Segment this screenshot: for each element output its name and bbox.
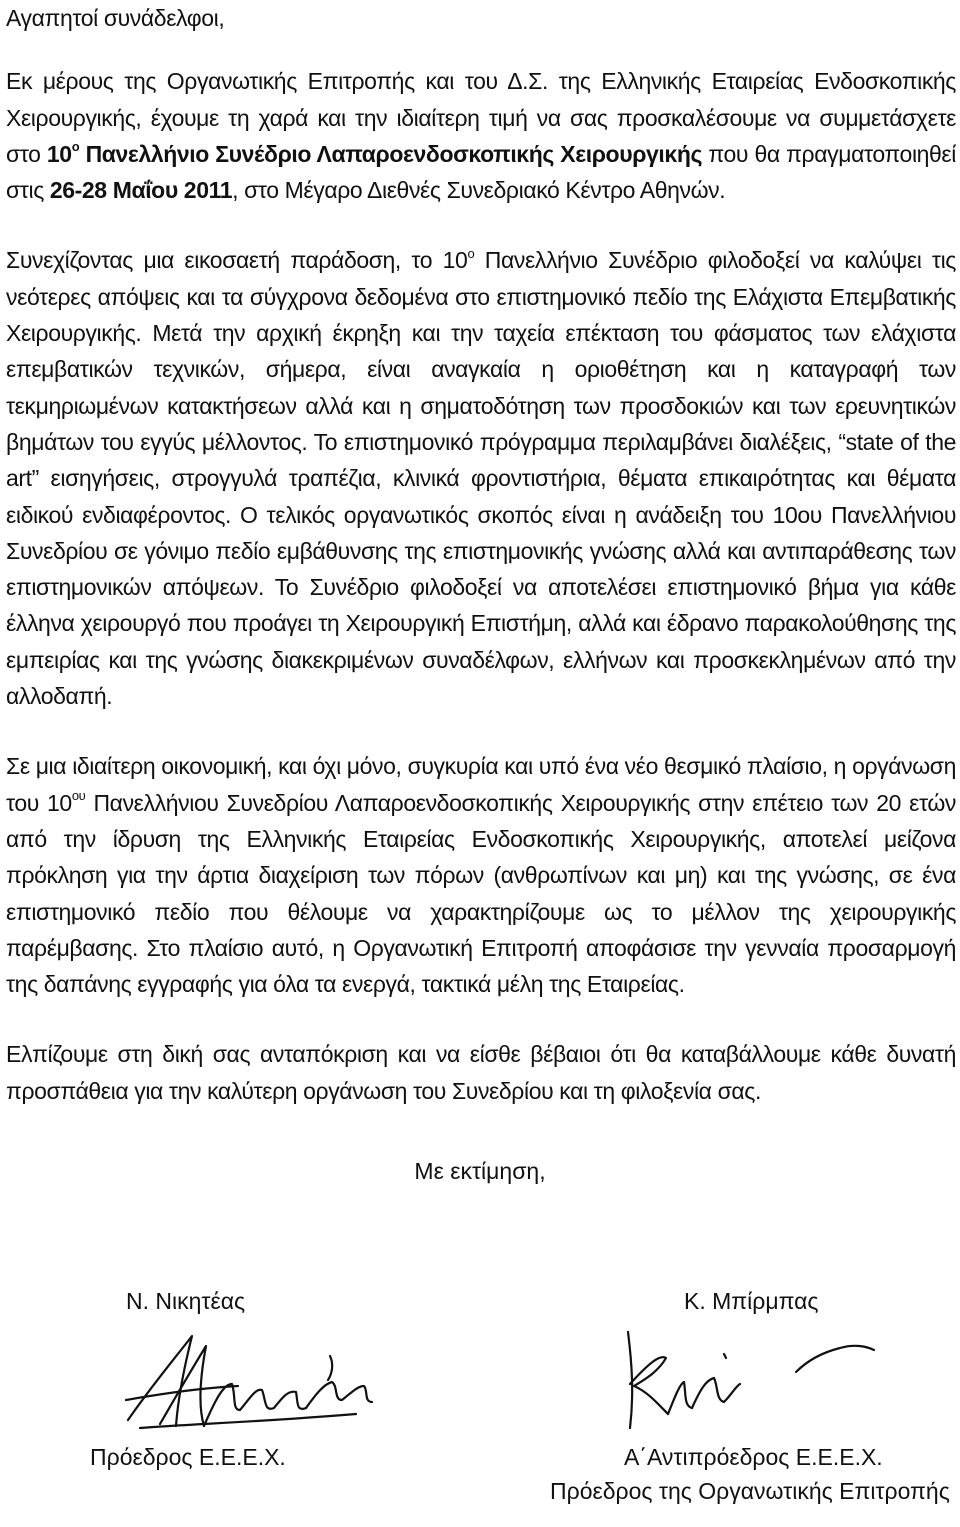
greeting: Αγαπητοί συνάδελφοι, — [6, 5, 225, 31]
handwritten-signature-right — [608, 1324, 888, 1434]
signer-name-right: Κ. Μπίρμπας — [684, 1288, 819, 1314]
ordinal-sup: ο — [71, 139, 80, 155]
handwritten-signature-left — [120, 1328, 390, 1438]
paragraph-tradition — [6, 242, 956, 714]
closing — [0, 1158, 960, 1185]
congress-dates: 26-28 Μαΐου 2011 — [49, 177, 233, 204]
signer-name-left: Ν. Νικητέας — [126, 1288, 246, 1314]
ordinal-sup: ο — [467, 245, 475, 261]
signer-title-right-1: Α΄Αντιπρόεδρος Ε.Ε.Ε.Χ. — [624, 1444, 883, 1470]
p3-text-b: Πανελλήνιου Συνεδρίου Λαπαροενδοσκοπικής Χειρουργικής στην επέτειο των 20 ετών από την ίδρυση της Ελληνικής Εταιρείας Ενδοσκοπικής Χειρουργικής, αποτελεί μείζονα πρόκληση για την άρτια διαχείριση των πόρων (ανθρωπίνων και μη) και της γνώσης, σε ένα επιστημονικό πεδίο που θέλουμε να χαρακτηρίζουμε ως το μέλλον της χειρουργικής παρέμβασης. Στο πλαίσιο αυτό, η Οργανωτική Επιτροπή αποφάσισε την γενναία προσαρμογή της δαπάνης εγγραφής για όλα τα ενεργά, τακτικά μέλη της Εταιρείας. — [6, 789, 957, 998]
congress-title — [47, 141, 702, 167]
closing-text: Με εκτίμηση, — [414, 1158, 546, 1184]
p2-text-a: Συνεχίζοντας μια εικοσαετή παράδοση, το 10 — [6, 247, 468, 274]
p2-text-b: Πανελλήνιο Συνέδριο φιλοδοξεί να καλύψει τις νεότερες απόψεις και τα σύγχρονα δεδομένα στο επιστημονικό πεδίο της Ελάχιστα Επεμβατικής Χειρουργικής. Μετά την αρχική έκρηξη και την ταχεία επέκταση του φάσματος των ελάχιστα επεμβατικών τεχνικών, σήμερα, είναι αναγκαία η οριοθέτηση και η καταγραφή των τεκμηριωμένων κατακτήσεων αλλά και η σηματοδότηση των προσδοκιών και των ερευνητικών βημάτων του εγγύς μέλλοντος. Το επιστημονικό πρόγραμμα περιλαμβάνει διαλέξεις, “state of the art” εισηγήσεις, στρογγυλά τραπέζια, κλινικά φροντιστήρια, θέματα επικαιρότητας και θέματα ειδικού ενδιαφέροντος. Ο τελικός οργανωτικός σκοπός είναι η ανάδειξη του 10ου Πανελλήνιου Συνεδρίου σε γόνιμο πεδίο εμβάθυνσης της επιστημονικής γνώσης αλλά και αντιπαράθεσης των επιστημονικών απόψεων. Το Συνέδριο φιλοδοξεί να αποτελέσει επιστημονικό βήμα για κάθε έλληνα χειρουργό που προάγει τη Χειρουργική Επιστήμη, αλλά και έδρανο παρακολούθησης της εμπειρίας και της γνώσης διακεκριμένων συναδέλφων, ελλήνων και προσκεκλημένων από την αλλοδαπή. — [6, 247, 956, 710]
paragraph-invitation — [6, 63, 956, 208]
p1-text-e: , στο Μέγαρο Διεθνές Συνεδριακό Κέντρο Αθηνών. — [232, 177, 726, 204]
signer-title-right-2: Πρόεδρος της Οργανωτικής Επιτροπής — [550, 1478, 950, 1504]
congress-number: 10 — [46, 140, 72, 167]
p1-text-c: που θα πραγματοποιηθεί στις — [6, 140, 956, 204]
signer-title-left: Πρόεδρος Ε.Ε.Ε.Χ. — [90, 1444, 286, 1470]
p3-text-a: Σε μια ιδιαίτερη οικονομική, και όχι μόνο, συγκυρία και υπό ένα νέο θεσμικό πλαίσιο, η οργάνωση του 10 — [6, 753, 956, 816]
congress-name: Πανελλήνιο Συνέδριο Λαπαροενδοσκοπικής Χειρουργικής — [79, 140, 703, 167]
p1-text-a: Εκ μέρους της Οργανωτικής Επιτροπής και του Δ.Σ. της Ελληνικής Εταιρείας Ενδοσκοπικής Χειρουργικής, έχουμε τη χαρά και την ιδιαίτερη τιμή να σας προσκαλέσουμε να συμμετάσχετε στο — [6, 68, 956, 167]
paragraph-hope: Ελπίζουμε στη δική σας ανταπόκριση και να είσθε βέβαιοι ότι θα καταβάλλουμε κάθε δυνατή προσπάθεια για την καλύτερη οργάνωση του Συνεδρίου και τη φιλοξενία σας. — [6, 1041, 956, 1104]
letter-body — [6, 0, 956, 1109]
paragraph-economy — [6, 748, 956, 1002]
ordinal-sup: ου — [71, 787, 86, 803]
